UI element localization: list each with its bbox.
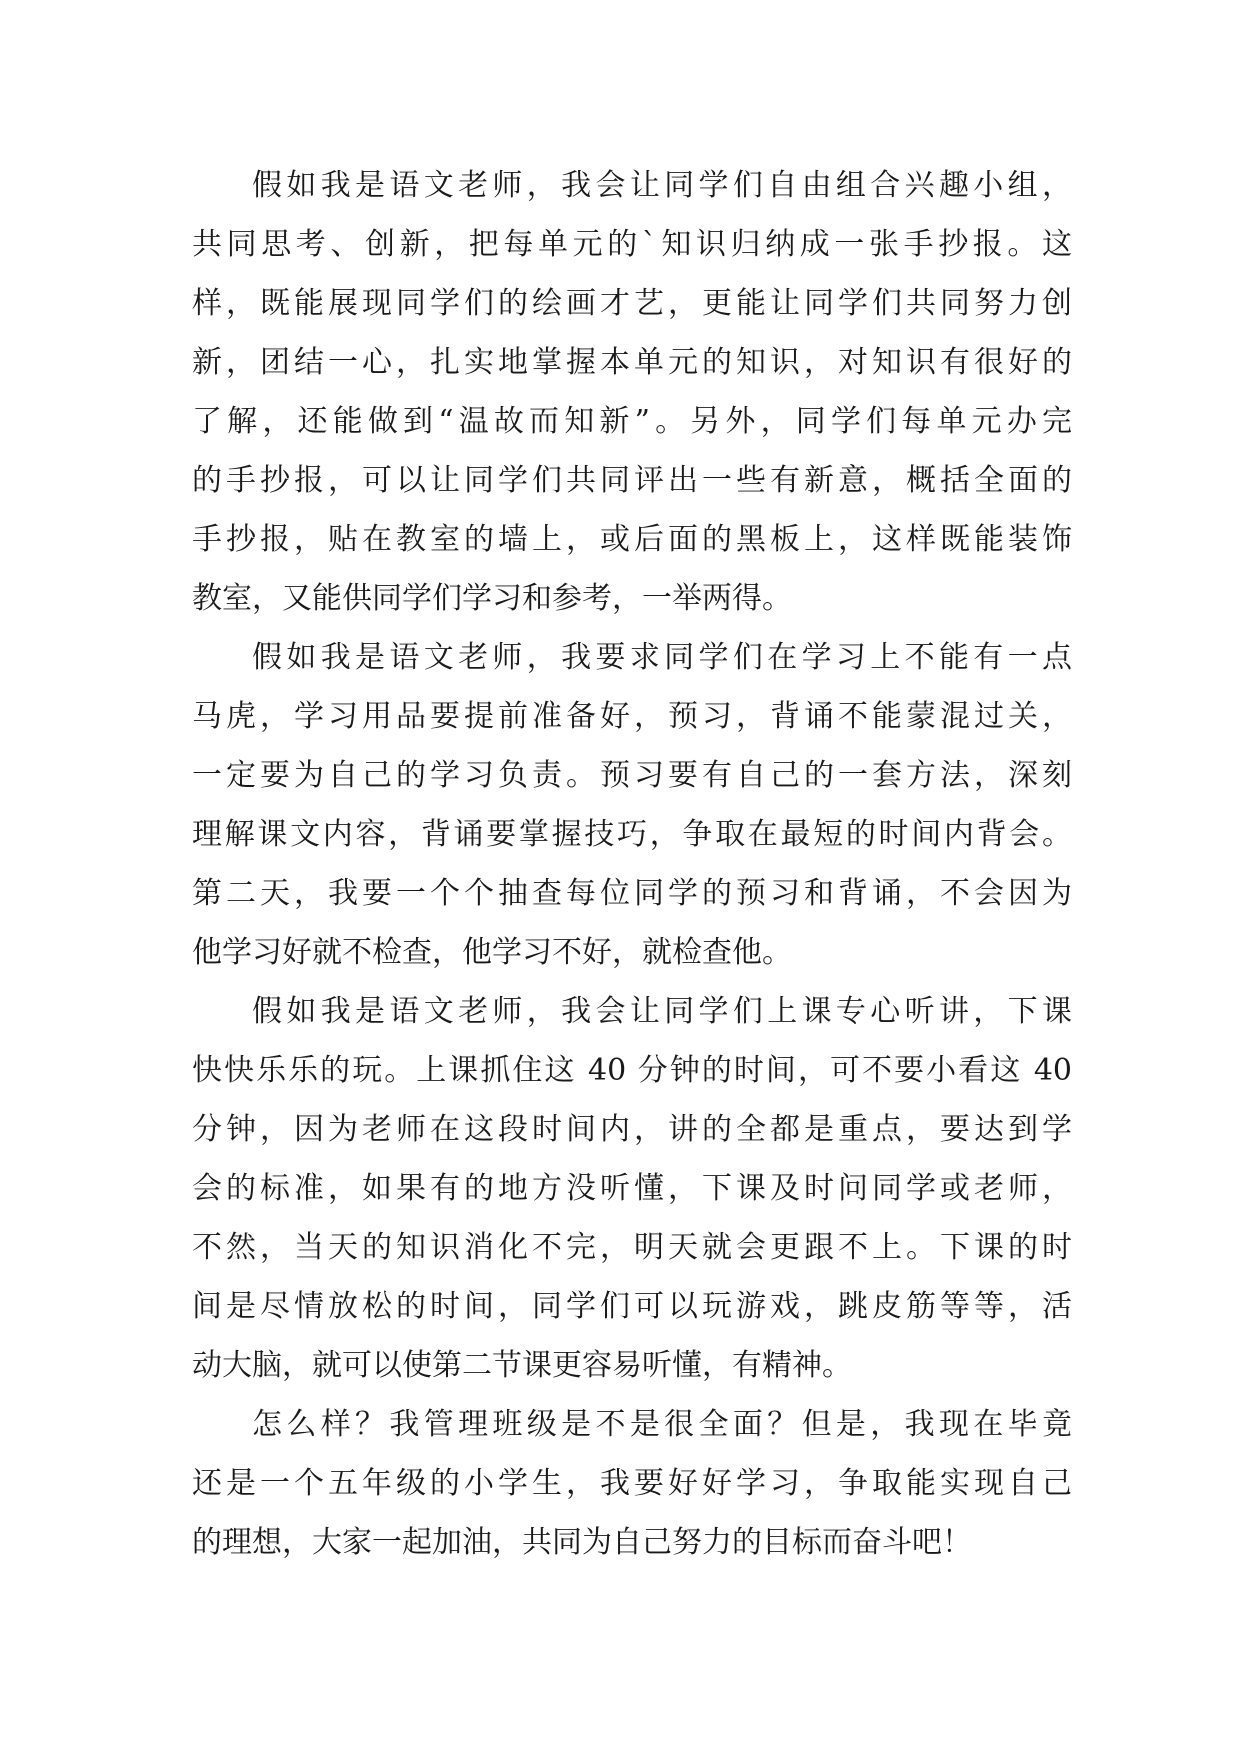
text-line: 假如我是语文老师，我会让同学们上课专心听讲，下课 — [252, 994, 1072, 1029]
paragraph-4 — [192, 1395, 1072, 1572]
text-line: 手抄报，贴在教室的墙上，或后面的黑板上，这样既能装饰 — [192, 522, 1072, 557]
text-line: 了解，还能做到“温故而知新”。另外，同学们每单元办完 — [192, 404, 1072, 439]
text-line: 新，团结一心，扎实地掌握本单元的知识，对知识有很好的 — [192, 345, 1072, 380]
text-line: 的理想，大家一起加油，共同为自己努力的目标而奋斗吧！ — [192, 1525, 972, 1560]
text-line: 会的标准，如果有的地方没听懂，下课及时问同学或老师， — [192, 1171, 1072, 1206]
text-line: 的手抄报，可以让同学们共同评出一些有新意，概括全面的 — [192, 463, 1072, 498]
text-line: 假如我是语文老师，我要求同学们在学习上不能有一点 — [252, 640, 1072, 675]
text-line: 快快乐乐的玩。上课抓住这 40 分钟的时间，可不要小看这 40 — [192, 1053, 1072, 1088]
paragraph-2 — [192, 628, 1072, 982]
paragraph-1 — [192, 156, 1072, 628]
text-line: 第二天，我要一个个抽查每位同学的预习和背诵，不会因为 — [192, 876, 1072, 911]
paragraph-3 — [192, 982, 1072, 1395]
essay-body — [192, 156, 1072, 1572]
text-line: 怎么样？我管理班级是不是很全面？但是，我现在毕竟 — [252, 1407, 1072, 1442]
text-line: 不然，当天的知识消化不完，明天就会更跟不上。下课的时 — [192, 1230, 1072, 1265]
text-line: 共同思考、创新，把每单元的`知识归纳成一张手抄报。这 — [192, 227, 1072, 262]
text-line: 一定要为自己的学习负责。预习要有自己的一套方法，深刻 — [192, 758, 1072, 793]
text-line: 教室，又能供同学们学习和参考，一举两得。 — [192, 581, 792, 616]
text-line: 样，既能展现同学们的绘画才艺，更能让同学们共同努力创 — [192, 286, 1072, 321]
text-line: 他学习好就不检查，他学习不好，就检查他。 — [192, 935, 792, 970]
text-line: 动大脑，就可以使第二节课更容易听懂，有精神。 — [192, 1348, 852, 1383]
text-line: 间是尽情放松的时间，同学们可以玩游戏，跳皮筋等等，活 — [192, 1289, 1072, 1324]
text-line: 还是一个五年级的小学生，我要好好学习，争取能实现自己 — [192, 1466, 1072, 1501]
text-line: 理解课文内容，背诵要掌握技巧，争取在最短的时间内背会。 — [192, 817, 1072, 852]
text-line: 马虎，学习用品要提前准备好，预习，背诵不能蒙混过关， — [192, 699, 1072, 734]
text-line: 假如我是语文老师，我会让同学们自由组合兴趣小组， — [252, 168, 1072, 203]
text-line: 分钟，因为老师在这段时间内，讲的全都是重点，要达到学 — [192, 1112, 1072, 1147]
